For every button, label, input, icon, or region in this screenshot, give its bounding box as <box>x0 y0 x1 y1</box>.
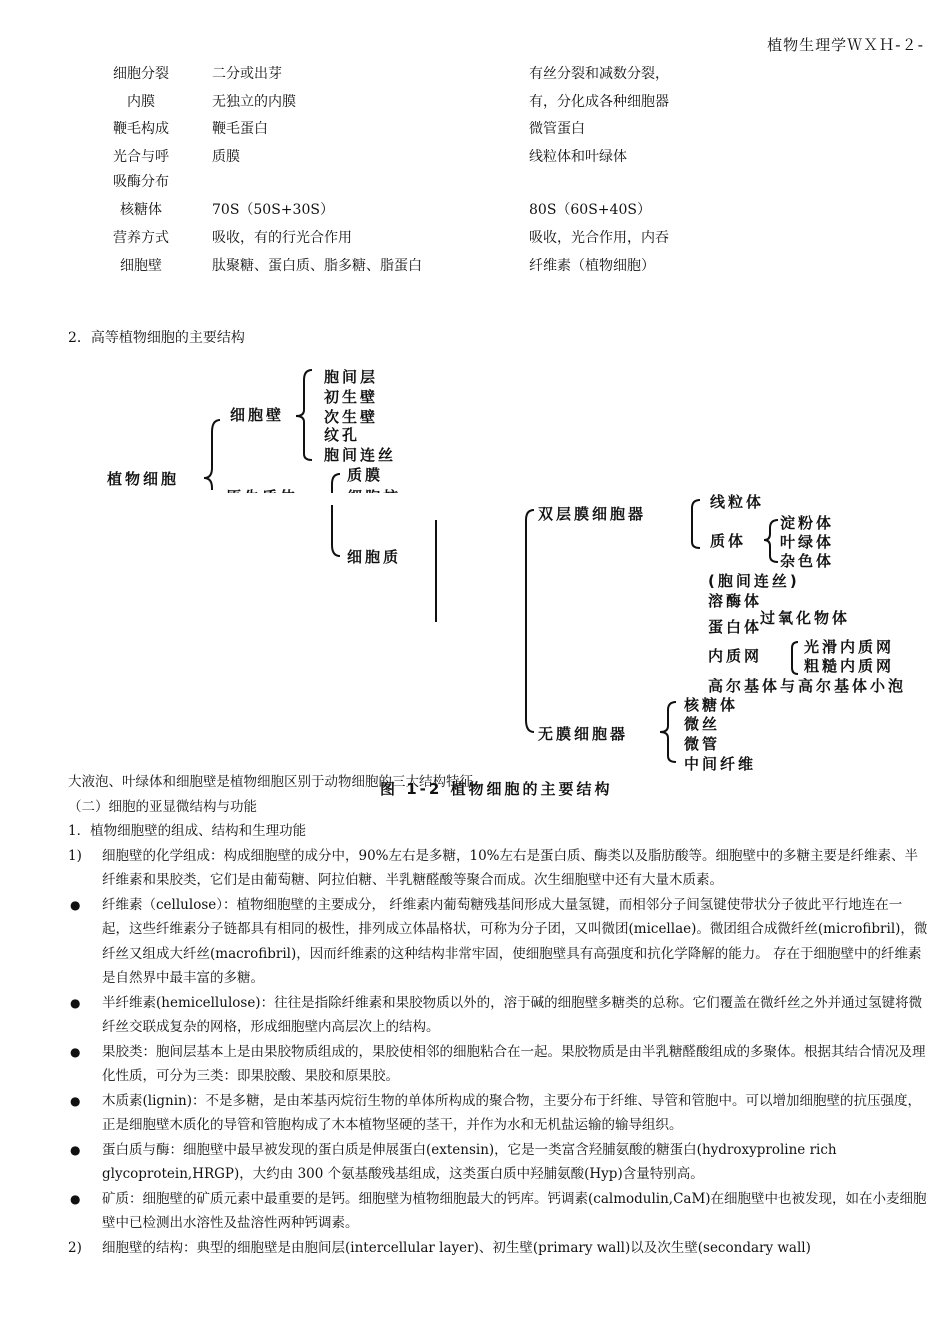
paragraph: 大液泡、叶绿体和细胞壁是植物细胞区别于动物细胞的三大结构特征。 <box>68 774 487 790</box>
feature-cell: 光合与呼 <box>113 149 169 165</box>
numbered-item <box>68 844 928 893</box>
plastid-label: 质体 <box>710 532 747 550</box>
prokaryote-cell: 无独立的内膜 <box>212 94 296 110</box>
prokaryote-cell: 鞭毛蛋白 <box>212 121 268 137</box>
cell-wall-item: 胞间连丝 <box>324 446 397 464</box>
er-item: 粗糙内质网 <box>804 657 895 675</box>
cell-wall-item: 初生壁 <box>324 388 379 406</box>
bullet-item <box>68 991 928 1040</box>
peroxisome-label: 过氧化物体 <box>760 609 851 627</box>
non-membrane-item: 微管 <box>684 735 721 753</box>
bullet-icon: ● <box>70 1142 81 1157</box>
cell-wall-item: 纹孔 <box>324 426 361 444</box>
bullet-item <box>68 1138 928 1187</box>
bullet-icon: ● <box>70 995 81 1010</box>
bullet-icon: ● <box>70 1044 81 1059</box>
cell-wall-label: 细胞壁 <box>230 406 285 424</box>
cell-structure-diagram <box>0 360 950 800</box>
eukaryote-cell: 吸收，光合作用，内吞 <box>529 230 669 246</box>
single-membrane-item: 溶酶体 <box>708 592 763 610</box>
item-marker: 2) <box>68 1239 82 1256</box>
eukaryote-cell: 有丝分裂和减数分裂， <box>529 66 669 82</box>
feature-cell: 核糖体 <box>120 202 162 218</box>
plastid-item: 叶绿体 <box>780 533 835 551</box>
non-membrane-item: 微丝 <box>684 715 721 733</box>
prokaryote-cell: 吸收，有的行光合作用 <box>212 230 352 246</box>
feature-cell: 营养方式 <box>113 230 169 246</box>
bullet-text: 矿质：细胞壁的矿质元素中最重要的是钙。细胞壁为植物细胞最大的钙库。钙调素(calmodulin,CaM)在细胞壁中也被发现，如在小麦细胞壁中已检测出水溶性及盐溶性两种钙调素。 <box>102 1190 927 1231</box>
eukaryote-cell: 线粒体和叶绿体 <box>529 149 627 165</box>
eukaryote-cell: 纤维素（植物细胞） <box>529 258 655 274</box>
mitochondria-label: 线粒体 <box>710 493 765 511</box>
prokaryote-cell: 肽聚糖、蛋白质、脂多糖、脂蛋白 <box>212 258 422 274</box>
single-membrane-item: (胞间连丝) <box>708 572 800 590</box>
non-membrane-item: 中间纤维 <box>684 755 757 773</box>
bullet-icon: ● <box>70 1191 81 1206</box>
bullet-icon: ● <box>70 1093 81 1108</box>
cytoplasm-label: 细胞质 <box>347 548 402 566</box>
bullet-text: 木质素(lignin)：不是多糖，是由苯基丙烷衍生物的单体所构成的聚合物，主要分布于纤维、导管和管胞中。可以增加细胞壁的抗压强度，正是细胞壁木质化的导管和管胞构成了木本植物坚硬的茎干，并作为水和无机盐运输的输导组织。 <box>102 1092 922 1133</box>
eukaryote-cell: 80S（60S+40S） <box>529 202 651 218</box>
bullet-text: 半纤维素(hemicellulose)：往往是指除纤维素和果胶物质以外的，溶于碱的细胞壁多糖类的总称。它们覆盖在微纤丝之外并通过氢键将微纤丝交联成复杂的网格，形成细胞壁内高层次上的结构。 <box>102 994 923 1035</box>
bullet-text: 果胶类：胞间层基本上是由果胶物质组成的，果胶使相邻的细胞粘合在一起。果胶物质是由半乳糖醛酸组成的多聚体。根据其结合情况及理化性质，可分为三类：即果胶酸、果胶和原果胶。 <box>102 1043 926 1084</box>
cell-wall-item: 次生壁 <box>324 408 379 426</box>
root-label: 植物细胞 <box>107 470 180 488</box>
plastid-item: 淀粉体 <box>780 514 835 532</box>
cell-wall-item: 胞间层 <box>324 368 379 386</box>
bullet-item <box>68 1187 928 1236</box>
feature-cell: 细胞分裂 <box>113 66 169 82</box>
plastid-item: 杂色体 <box>780 552 835 570</box>
bullet-item <box>68 893 928 991</box>
page-header: 植物生理学ＷＸＨ-２- <box>767 36 924 54</box>
section-heading: 2．高等植物细胞的主要结构 <box>68 330 245 346</box>
bullet-text: 蛋白质与酶：细胞壁中最早被发现的蛋白质是伸展蛋白(extensin)，它是一类富含羟脯氨酸的糖蛋白(hydroxyproline rich glycoprotein,HRGP)，大约由 300 个氨基酸残基组成，这类蛋白质中羟脯氨酸(Hyp)含量特别高。 <box>102 1141 837 1182</box>
feature-cell: 鞭毛构成 <box>113 121 169 137</box>
er-item: 光滑内质网 <box>804 638 895 656</box>
er-label: 内质网 <box>708 647 763 665</box>
item-text: 细胞壁的化学组成：构成细胞壁的成分中，90%左右是多糖，10%左右是蛋白质、酶类以及脂肪酸等。细胞壁中的多糖主要是纤维素、半纤维素和果胶类，它们是由葡萄糖、阿拉伯糖、半乳糖醛酸等聚合而成。次生细胞壁中还有大量木质素。 <box>102 847 919 888</box>
feature-cell: 内膜 <box>127 94 155 110</box>
bullet-icon: ● <box>70 897 81 912</box>
feature-cell: 吸酶分布 <box>113 174 169 190</box>
prokaryote-cell: 70S（50S+30S） <box>212 202 334 218</box>
bullet-item <box>68 1040 928 1089</box>
non-membrane-label: 无膜细胞器 <box>538 725 629 743</box>
feature-cell: 细胞壁 <box>120 258 162 274</box>
non-membrane-item: 核糖体 <box>684 696 739 714</box>
heading: 1．植物细胞壁的组成、结构和生理功能 <box>68 823 307 839</box>
sub-heading: （二）细胞的亚显微结构与功能 <box>68 798 257 815</box>
bullet-item <box>68 1089 928 1138</box>
double-membrane-label: 双层膜细胞器 <box>538 505 647 523</box>
item-marker: 1) <box>68 847 82 864</box>
prokaryote-cell: 二分或出芽 <box>212 66 282 82</box>
numbered-item <box>68 1236 928 1261</box>
body-text <box>68 770 928 1260</box>
plasma-membrane-label: 质膜 <box>347 466 384 484</box>
eukaryote-cell: 有，分化成各种细胞器 <box>529 94 669 110</box>
diagram-caption: 图 1-2 植物细胞的主要结构 <box>380 780 613 798</box>
golgi-label: 高尔基体与高尔基体小泡 <box>708 677 907 695</box>
item-text: 细胞壁的结构：典型的细胞壁是由胞间层(intercellular layer)、初生壁(primary wall)以及次生壁(secondary wall) <box>102 1239 811 1256</box>
single-membrane-item: 蛋白体 <box>708 618 763 636</box>
bullet-text: 纤维素（cellulose）：植物细胞壁的主要成分， 纤维素内葡萄糖残基间形成大量氢键，而相邻分子间氢键使带状分子彼此平行地连在一起，这些纤维素分子链都具有相同的极性，排列成立体晶格状，可称为分子团，又叫微团(micellae)。微团组合成微纤丝(microfibril)，微纤丝又组成大纤丝(macrofibril)，因而纤维素的这种结构非常牢固，使细胞壁具有高强度和抗化学降解的能力。 存在于细胞壁中的纤维素是自然界中最丰富的多糖。 <box>102 896 928 986</box>
prokaryote-cell: 质膜 <box>212 149 240 165</box>
eukaryote-cell: 微管蛋白 <box>529 121 585 137</box>
